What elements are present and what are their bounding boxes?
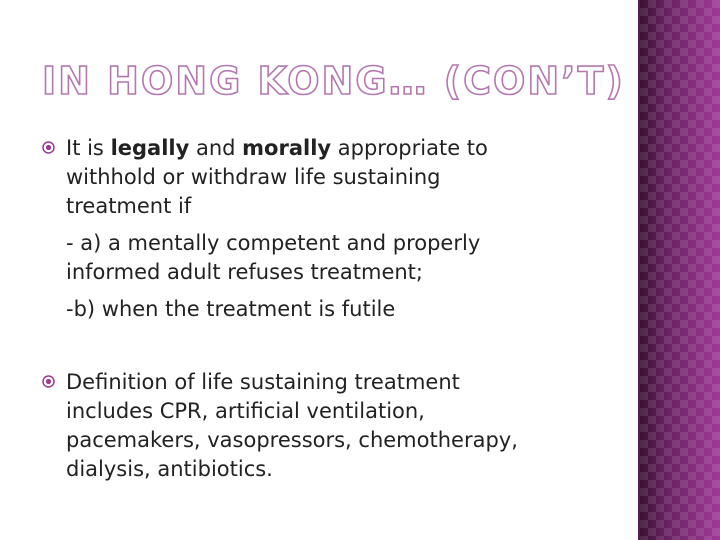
target-bullet-icon — [42, 141, 55, 154]
target-bullet-icon — [42, 375, 55, 388]
slide-title: IN HONG KONG… (CON’T) — [42, 59, 625, 103]
bullet-line: dialysis, antibiotics. — [66, 457, 273, 481]
decorative-side-band — [640, 0, 720, 540]
bullet-line: withhold or withdraw life sustaining — [66, 165, 441, 189]
bullet-line: treatment if — [66, 194, 192, 218]
bullet-item-withhold — [42, 134, 602, 324]
bullet-line: pacemakers, vasopressors, chemotherapy, — [66, 428, 518, 452]
slide-body — [42, 134, 602, 484]
emphasis-legally: legally — [110, 136, 190, 160]
bullet-line — [66, 134, 602, 163]
sub-point-a — [66, 229, 602, 287]
sub-point-a-line2: informed adult refuses treatment; — [66, 260, 423, 284]
text-run: appropriate to — [331, 136, 488, 160]
bullet-line: includes CPR, artificial ventilation, — [66, 399, 425, 423]
text-run: It is — [66, 136, 111, 160]
bullet-line: Definition of life sustaining treatment — [66, 370, 460, 394]
text-run: and — [189, 136, 243, 160]
emphasis-morally: morally — [242, 136, 332, 160]
sub-point-b: -b) when the treatment is futile — [66, 297, 396, 321]
bullet-item-definition — [42, 368, 602, 484]
sub-point-a-line1: - a) a mentally competent and properly — [66, 231, 481, 255]
